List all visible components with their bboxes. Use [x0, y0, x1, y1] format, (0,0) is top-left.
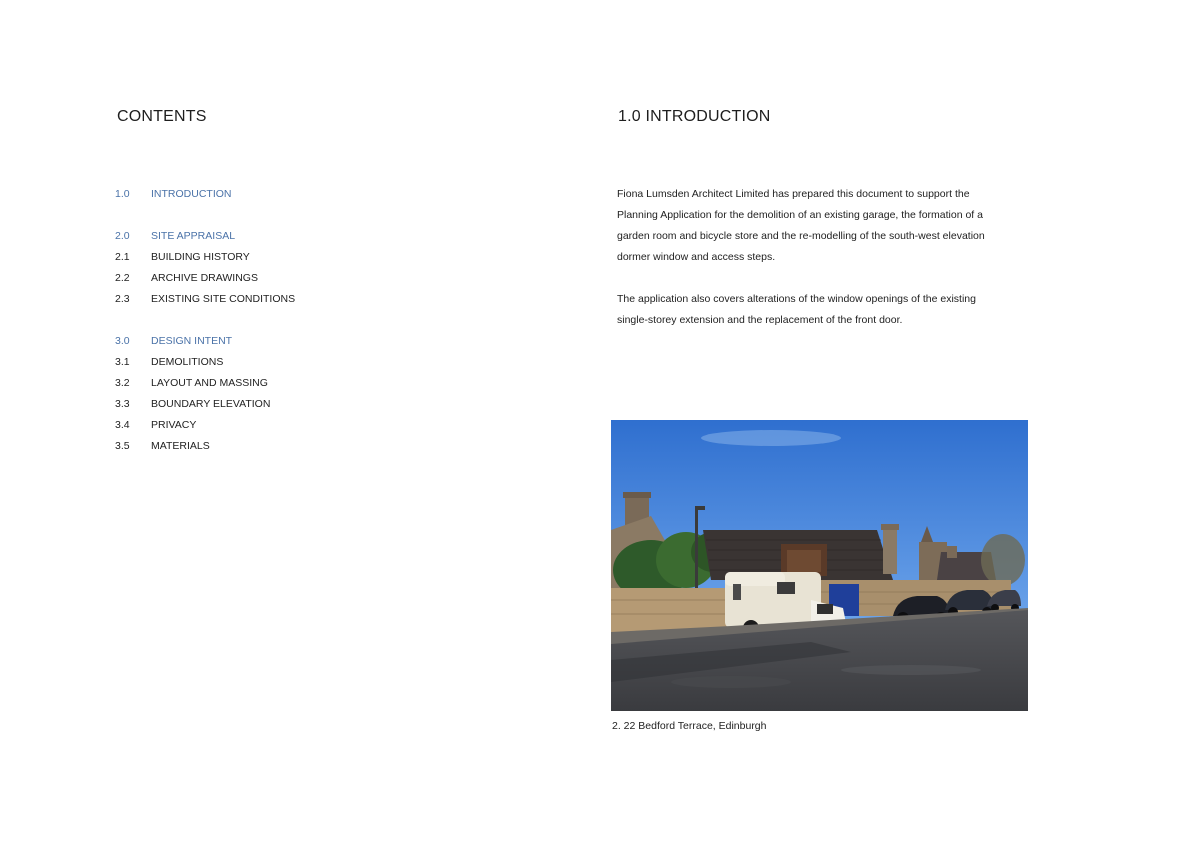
introduction-paragraph: Fiona Lumsden Architect Limited has prepared this document to support the Planning Application for the demolition of an existing garage, the formation of a garden room and bicycle store and the re-modelling of the south-west elevation dormer window and access steps.: [617, 188, 985, 263]
toc-label: LAYOUT AND MASSING: [151, 377, 268, 389]
toc-label: BOUNDARY ELEVATION: [151, 398, 271, 410]
toc-number: 2.0: [115, 230, 130, 242]
toc-label: MATERIALS: [151, 440, 210, 452]
toc-number: 3.3: [115, 398, 130, 410]
toc-number: 2.3: [115, 293, 130, 305]
introduction-heading: 1.0 INTRODUCTION: [618, 108, 771, 125]
toc-label: INTRODUCTION: [151, 188, 232, 200]
stone-wall: [611, 588, 731, 632]
toc-item-site-appraisal[interactable]: [115, 226, 295, 247]
introduction-paragraph: The application also covers alterations of the window openings of the existing single-storey extension and the replacement of the front door.: [617, 293, 976, 326]
toc-item-layout-and-massing[interactable]: [115, 373, 295, 394]
toc-spacer: [115, 205, 295, 226]
toc-number: 3.1: [115, 356, 130, 368]
toc-number: 2.2: [115, 272, 130, 284]
toc-item-boundary-elevation[interactable]: [115, 394, 295, 415]
toc-item-materials[interactable]: [115, 436, 295, 457]
introduction-body: [617, 184, 997, 331]
toc-number: 3.0: [115, 335, 130, 347]
site-photo: [611, 420, 1028, 711]
toc-label: ARCHIVE DRAWINGS: [151, 272, 258, 284]
toc-number: 3.2: [115, 377, 130, 389]
toc-item-archive-drawings[interactable]: [115, 268, 295, 289]
toc-item-introduction[interactable]: [115, 184, 295, 205]
photo-caption: 2. 22 Bedford Terrace, Edinburgh: [612, 720, 767, 732]
toc-number: 3.4: [115, 419, 130, 431]
toc-item-existing-site-conditions[interactable]: [115, 289, 295, 310]
toc-number: 1.0: [115, 188, 130, 200]
toc-item-design-intent[interactable]: [115, 331, 295, 352]
toc-item-privacy[interactable]: [115, 415, 295, 436]
toc-label: SITE APPRAISAL: [151, 230, 236, 242]
toc-item-demolitions[interactable]: [115, 352, 295, 373]
toc-label: DESIGN INTENT: [151, 335, 233, 347]
toc-label: EXISTING SITE CONDITIONS: [151, 293, 296, 305]
toc-spacer: [115, 310, 295, 331]
toc-label: DEMOLITIONS: [151, 356, 224, 368]
contents-heading: CONTENTS: [117, 108, 207, 125]
table-of-contents: [115, 184, 295, 457]
toc-number: 3.5: [115, 440, 130, 452]
toc-label: BUILDING HISTORY: [151, 251, 250, 263]
toc-item-building-history[interactable]: [115, 247, 295, 268]
toc-label: PRIVACY: [151, 419, 197, 431]
toc-number: 2.1: [115, 251, 130, 263]
